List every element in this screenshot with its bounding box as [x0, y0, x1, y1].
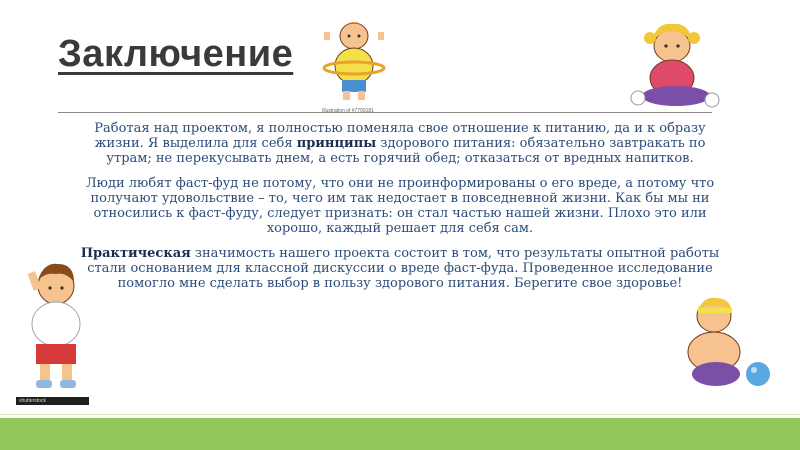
illustration-caption: Illustration of #7709181 [322, 108, 374, 114]
slide-title: Заключение [58, 33, 294, 75]
illustration-stamp: shutterstock [16, 397, 89, 405]
footer-accent-bar [0, 418, 800, 450]
practical-bold: Практическая [80, 246, 191, 261]
paragraph-practical-text: значимость нашего проекта состоит в том, что результаты опытной работы стали основанием для классной дискуссии о вреде фаст-фуда. Проведенное исследование помогло мне сделать выбор в пользу здорового питания. Берегите свое здоровье! [87, 246, 720, 291]
conclusion-body [80, 121, 720, 301]
tired-girl-with-ball-illustration [680, 292, 770, 396]
paragraph-fast-food: Люди любят фаст-фуд не потому, что они не проинформированы о его вреде, а потому что получают удовольствие – то, чего им так недостает в повседневной жизни. Как бы мы ни относились к фаст-фуду, следует признать: он стал частью нашей жизни. Плохо это или хорошо, каждый решает для себя сам. [85, 176, 715, 236]
girl-sitting-illustration [626, 20, 722, 112]
paragraph-principles-text-end: здорового питания: обязательно завтракать по утрам; не перекусывать днем, а есть горячий обед; отказаться от вредных напитков. [106, 136, 706, 166]
principles-bold: принципы [296, 136, 377, 151]
title-divider [58, 112, 712, 113]
boy-hula-hoop-illustration [318, 14, 390, 110]
paragraph-principles-text-start: Работая над проектом, я полностью поменяла свое отношение к питанию, да и к образу жизни. Я выделила для себя [94, 121, 706, 151]
paragraph-practical [80, 246, 720, 291]
paragraph-principles [80, 121, 720, 166]
footer-divider [0, 414, 800, 415]
